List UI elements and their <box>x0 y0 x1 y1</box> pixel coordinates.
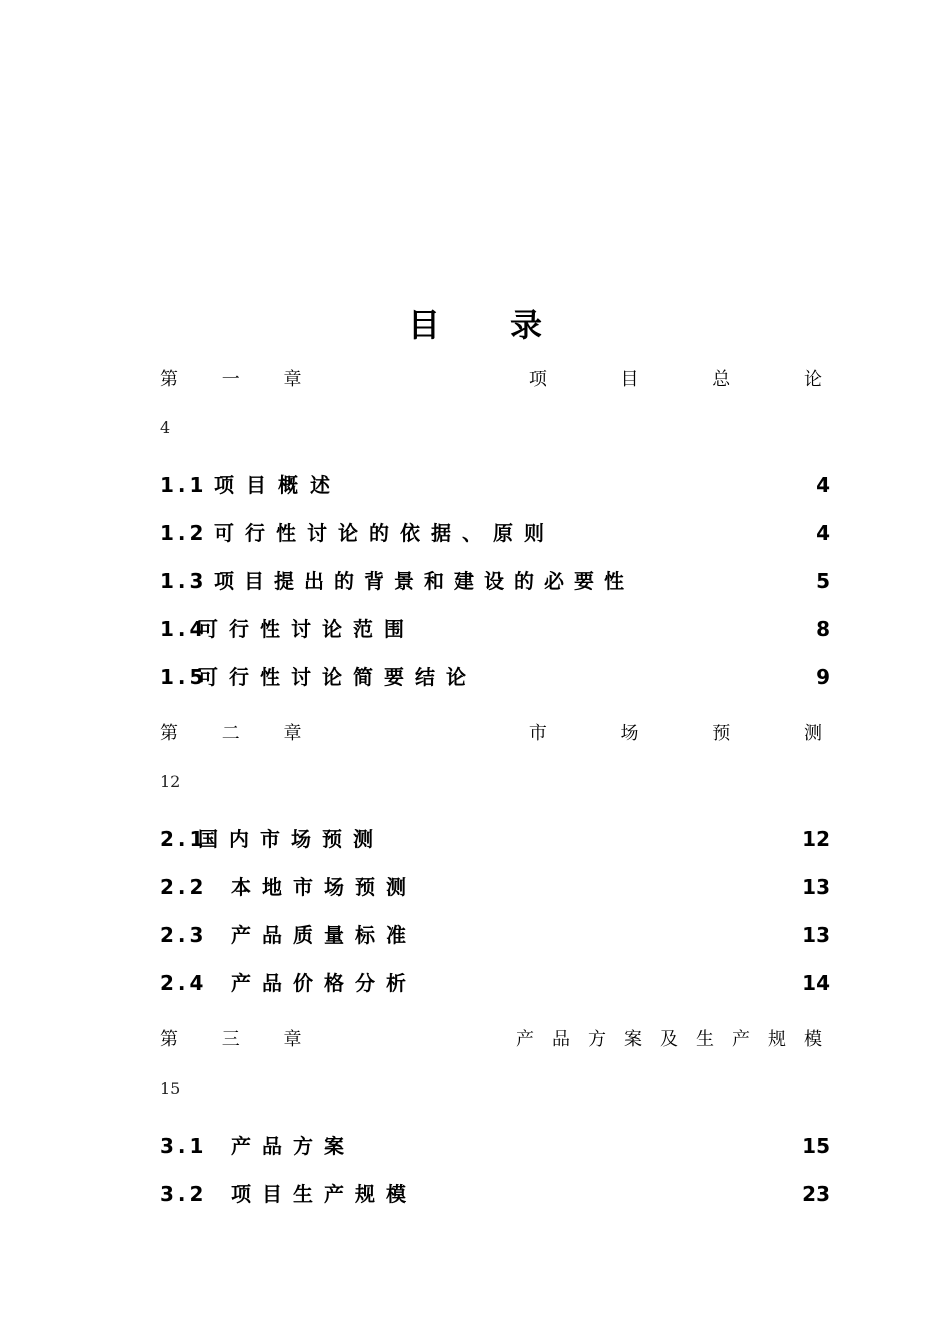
chapter-heading-1[interactable] <box>160 365 856 395</box>
section-number: 2.4 <box>160 971 208 995</box>
chapter-page-number: 15 <box>160 1079 181 1098</box>
section-number: 1.5 <box>160 665 208 689</box>
section-title: 项目提出的背景和建设的必要性 <box>214 569 634 593</box>
section-title: 产品方案 <box>231 1134 355 1158</box>
section-page: 4 <box>816 473 830 497</box>
section-page: 12 <box>802 827 830 851</box>
section-page: 23 <box>802 1182 830 1206</box>
toc-entry-1-2[interactable] <box>160 517 828 549</box>
section-number: 3.2 <box>160 1182 208 1206</box>
chapter-title: 市 场 预 测 <box>528 723 856 744</box>
section-number: 1.2 <box>160 521 208 545</box>
section-title: 项目概述 <box>214 473 342 497</box>
section-title: 产品价格分析 <box>231 971 417 995</box>
toc-entry-2-3[interactable] <box>160 919 828 951</box>
section-title: 可行性讨论简要结论 <box>198 665 477 689</box>
toc-title <box>0 300 950 346</box>
section-title: 可行性讨论的依据、原则 <box>214 521 555 545</box>
section-title: 本地市场预测 <box>231 875 417 899</box>
section-page: 5 <box>816 569 830 593</box>
toc-title-part2: 录 <box>510 306 543 344</box>
section-title: 国内市场预测 <box>198 827 384 851</box>
section-page: 14 <box>802 971 830 995</box>
section-title: 可行性讨论范围 <box>198 617 415 641</box>
section-page: 9 <box>816 665 830 689</box>
chapter-label: 第 三 章 <box>160 1029 321 1050</box>
chapter-page-number: 4 <box>160 418 171 437</box>
toc-entry-3-2[interactable] <box>160 1178 828 1210</box>
toc-entry-2-2[interactable] <box>160 871 828 903</box>
toc-entry-1-1[interactable] <box>160 469 828 501</box>
toc-title-part1: 目 <box>407 306 440 344</box>
chapter-label: 第 一 章 <box>160 369 321 390</box>
toc-entry-2-4[interactable] <box>160 967 828 999</box>
section-number: 2.3 <box>160 923 208 947</box>
toc-entry-2-1[interactable] <box>160 823 828 855</box>
section-title: 产品质量标准 <box>231 923 417 947</box>
toc-entry-1-5[interactable] <box>160 661 828 693</box>
section-page: 15 <box>802 1134 830 1158</box>
section-number: 1.4 <box>160 617 208 641</box>
section-number: 2.1 <box>160 827 208 851</box>
toc-entry-1-3[interactable] <box>160 565 828 597</box>
section-number: 1.1 <box>160 473 208 497</box>
chapter-heading-2[interactable] <box>160 719 856 749</box>
toc-entry-3-1[interactable] <box>160 1130 828 1162</box>
section-page: 13 <box>802 923 830 947</box>
section-page: 4 <box>816 521 830 545</box>
section-number: 1.3 <box>160 569 208 593</box>
toc-entry-1-4[interactable] <box>160 613 828 645</box>
chapter-heading-3[interactable] <box>160 1025 840 1055</box>
section-page: 8 <box>816 617 830 641</box>
chapter-title: 产品方案及生产规模 <box>516 1029 840 1050</box>
section-title: 项目生产规模 <box>231 1182 417 1206</box>
chapter-page-number: 12 <box>160 772 181 791</box>
section-number: 3.1 <box>160 1134 208 1158</box>
chapter-title: 项 目 总 论 <box>528 369 856 390</box>
section-page: 13 <box>802 875 830 899</box>
chapter-label: 第 二 章 <box>160 723 321 744</box>
section-number: 2.2 <box>160 875 208 899</box>
